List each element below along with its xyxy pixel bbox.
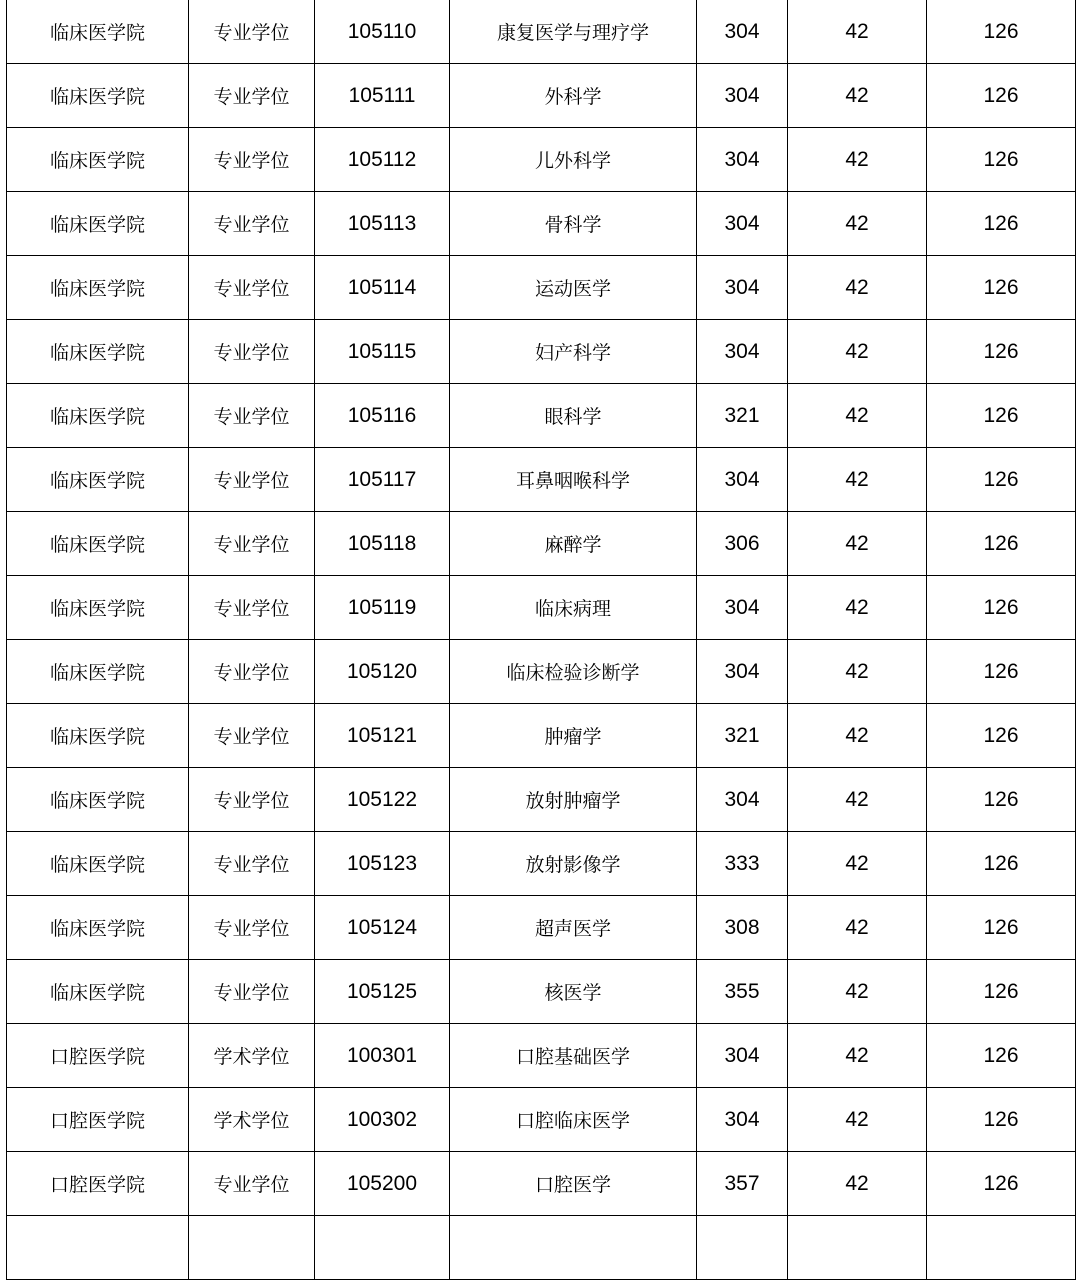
- single-subject-over-100-cell: 126: [927, 448, 1076, 512]
- college-cell: 临床医学院: [7, 960, 189, 1024]
- college-cell: 临床医学院: [7, 384, 189, 448]
- major-code-cell: [315, 1216, 450, 1280]
- major-code-cell: 105124: [315, 896, 450, 960]
- table-row: [7, 512, 1076, 576]
- degree-type-cell: 专业学位: [189, 128, 315, 192]
- major-name-cell: 骨科学: [450, 192, 697, 256]
- college-cell: 口腔医学院: [7, 1152, 189, 1216]
- total-score-cell: 304: [697, 256, 788, 320]
- college-cell: 临床医学院: [7, 640, 189, 704]
- degree-type-cell: 专业学位: [189, 832, 315, 896]
- major-name-cell: 康复医学与理疗学: [450, 0, 697, 64]
- single-subject-over-100-cell: 126: [927, 128, 1076, 192]
- major-code-cell: 100301: [315, 1024, 450, 1088]
- single-subject-100-cell: [788, 1216, 927, 1280]
- college-cell: 临床医学院: [7, 704, 189, 768]
- single-subject-over-100-cell: 126: [927, 320, 1076, 384]
- total-score-cell: 304: [697, 128, 788, 192]
- table-row: [7, 1088, 1076, 1152]
- college-cell: 临床医学院: [7, 768, 189, 832]
- total-score-cell: 321: [697, 384, 788, 448]
- single-subject-100-cell: 42: [788, 1152, 927, 1216]
- table-row: [7, 1024, 1076, 1088]
- single-subject-100-cell: 42: [788, 960, 927, 1024]
- table-row: [7, 64, 1076, 128]
- major-name-cell: 放射肿瘤学: [450, 768, 697, 832]
- single-subject-100-cell: 42: [788, 512, 927, 576]
- degree-type-cell: [189, 1216, 315, 1280]
- single-subject-over-100-cell: 126: [927, 64, 1076, 128]
- college-cell: 临床医学院: [7, 0, 189, 64]
- major-name-cell: 临床病理: [450, 576, 697, 640]
- college-cell: 临床医学院: [7, 576, 189, 640]
- single-subject-100-cell: 42: [788, 128, 927, 192]
- college-cell: 临床医学院: [7, 128, 189, 192]
- college-cell: 临床医学院: [7, 832, 189, 896]
- degree-type-cell: 专业学位: [189, 192, 315, 256]
- college-cell: 口腔医学院: [7, 1088, 189, 1152]
- total-score-cell: 304: [697, 768, 788, 832]
- total-score-cell: 355: [697, 960, 788, 1024]
- single-subject-over-100-cell: 126: [927, 384, 1076, 448]
- table-row: [7, 384, 1076, 448]
- table-row: [7, 320, 1076, 384]
- total-score-cell: 304: [697, 448, 788, 512]
- table-row: [7, 576, 1076, 640]
- total-score-cell: 304: [697, 640, 788, 704]
- total-score-cell: 306: [697, 512, 788, 576]
- major-name-cell: 运动医学: [450, 256, 697, 320]
- degree-type-cell: 专业学位: [189, 384, 315, 448]
- major-name-cell: 核医学: [450, 960, 697, 1024]
- single-subject-100-cell: 42: [788, 576, 927, 640]
- major-code-cell: 105118: [315, 512, 450, 576]
- major-code-cell: 105200: [315, 1152, 450, 1216]
- college-cell: 临床医学院: [7, 64, 189, 128]
- major-name-cell: 儿外科学: [450, 128, 697, 192]
- major-name-cell: 麻醉学: [450, 512, 697, 576]
- major-code-cell: 105122: [315, 768, 450, 832]
- total-score-cell: 304: [697, 0, 788, 64]
- major-name-cell: 口腔医学: [450, 1152, 697, 1216]
- major-name-cell: 肿瘤学: [450, 704, 697, 768]
- single-subject-over-100-cell: 126: [927, 0, 1076, 64]
- table-row: [7, 704, 1076, 768]
- degree-type-cell: 专业学位: [189, 64, 315, 128]
- major-code-cell: 105115: [315, 320, 450, 384]
- single-subject-100-cell: 42: [788, 64, 927, 128]
- total-score-cell: 304: [697, 576, 788, 640]
- major-code-cell: 105121: [315, 704, 450, 768]
- major-name-cell: 口腔基础医学: [450, 1024, 697, 1088]
- table-row: [7, 448, 1076, 512]
- college-cell: 口腔医学院: [7, 1024, 189, 1088]
- single-subject-over-100-cell: 126: [927, 960, 1076, 1024]
- major-name-cell: 超声医学: [450, 896, 697, 960]
- single-subject-100-cell: 42: [788, 640, 927, 704]
- table-row: [7, 1216, 1076, 1280]
- degree-type-cell: 专业学位: [189, 448, 315, 512]
- table-row: [7, 832, 1076, 896]
- major-code-cell: 105113: [315, 192, 450, 256]
- table-row: [7, 640, 1076, 704]
- total-score-cell: 333: [697, 832, 788, 896]
- table-row: [7, 1152, 1076, 1216]
- single-subject-over-100-cell: 126: [927, 512, 1076, 576]
- degree-type-cell: 专业学位: [189, 320, 315, 384]
- single-subject-100-cell: 42: [788, 1024, 927, 1088]
- table-row: [7, 192, 1076, 256]
- major-name-cell: 妇产科学: [450, 320, 697, 384]
- major-code-cell: 105123: [315, 832, 450, 896]
- degree-type-cell: 专业学位: [189, 1152, 315, 1216]
- major-code-cell: 105112: [315, 128, 450, 192]
- total-score-cell: [697, 1216, 788, 1280]
- college-cell: 临床医学院: [7, 448, 189, 512]
- single-subject-100-cell: 42: [788, 256, 927, 320]
- single-subject-100-cell: 42: [788, 704, 927, 768]
- major-code-cell: 105114: [315, 256, 450, 320]
- degree-type-cell: 专业学位: [189, 576, 315, 640]
- major-code-cell: 105111: [315, 64, 450, 128]
- college-cell: 临床医学院: [7, 512, 189, 576]
- single-subject-100-cell: 42: [788, 192, 927, 256]
- score-table-container: [6, 0, 1075, 1280]
- major-code-cell: 105120: [315, 640, 450, 704]
- score-table: [6, 0, 1076, 1280]
- single-subject-over-100-cell: 126: [927, 576, 1076, 640]
- table-row: [7, 128, 1076, 192]
- table-row: [7, 960, 1076, 1024]
- major-code-cell: 105116: [315, 384, 450, 448]
- total-score-cell: 357: [697, 1152, 788, 1216]
- degree-type-cell: 专业学位: [189, 512, 315, 576]
- major-code-cell: 105110: [315, 0, 450, 64]
- degree-type-cell: 专业学位: [189, 704, 315, 768]
- single-subject-over-100-cell: 126: [927, 768, 1076, 832]
- single-subject-100-cell: 42: [788, 768, 927, 832]
- total-score-cell: 304: [697, 320, 788, 384]
- major-code-cell: 105125: [315, 960, 450, 1024]
- degree-type-cell: 专业学位: [189, 960, 315, 1024]
- single-subject-over-100-cell: 126: [927, 1024, 1076, 1088]
- major-name-cell: 外科学: [450, 64, 697, 128]
- table-row: [7, 256, 1076, 320]
- degree-type-cell: 专业学位: [189, 896, 315, 960]
- total-score-cell: 304: [697, 1088, 788, 1152]
- single-subject-100-cell: 42: [788, 832, 927, 896]
- single-subject-100-cell: 42: [788, 0, 927, 64]
- major-name-cell: 口腔临床医学: [450, 1088, 697, 1152]
- table-row: [7, 768, 1076, 832]
- single-subject-over-100-cell: 126: [927, 1088, 1076, 1152]
- single-subject-over-100-cell: 126: [927, 640, 1076, 704]
- degree-type-cell: 专业学位: [189, 640, 315, 704]
- major-name-cell: 耳鼻咽喉科学: [450, 448, 697, 512]
- major-name-cell: 临床检验诊断学: [450, 640, 697, 704]
- single-subject-over-100-cell: 126: [927, 896, 1076, 960]
- major-name-cell: 放射影像学: [450, 832, 697, 896]
- single-subject-100-cell: 42: [788, 1088, 927, 1152]
- major-name-cell: 眼科学: [450, 384, 697, 448]
- major-name-cell: [450, 1216, 697, 1280]
- major-code-cell: 100302: [315, 1088, 450, 1152]
- single-subject-over-100-cell: [927, 1216, 1076, 1280]
- total-score-cell: 308: [697, 896, 788, 960]
- single-subject-over-100-cell: 126: [927, 256, 1076, 320]
- single-subject-100-cell: 42: [788, 384, 927, 448]
- total-score-cell: 304: [697, 192, 788, 256]
- major-code-cell: 105117: [315, 448, 450, 512]
- single-subject-over-100-cell: 126: [927, 192, 1076, 256]
- table-row: [7, 0, 1076, 64]
- single-subject-over-100-cell: 126: [927, 1152, 1076, 1216]
- single-subject-100-cell: 42: [788, 320, 927, 384]
- major-code-cell: 105119: [315, 576, 450, 640]
- degree-type-cell: 专业学位: [189, 768, 315, 832]
- college-cell: 临床医学院: [7, 320, 189, 384]
- degree-type-cell: 学术学位: [189, 1088, 315, 1152]
- total-score-cell: 321: [697, 704, 788, 768]
- total-score-cell: 304: [697, 1024, 788, 1088]
- college-cell: [7, 1216, 189, 1280]
- table-row: [7, 896, 1076, 960]
- total-score-cell: 304: [697, 64, 788, 128]
- college-cell: 临床医学院: [7, 256, 189, 320]
- single-subject-over-100-cell: 126: [927, 704, 1076, 768]
- table-body: [7, 0, 1076, 1280]
- college-cell: 临床医学院: [7, 896, 189, 960]
- college-cell: 临床医学院: [7, 192, 189, 256]
- degree-type-cell: 学术学位: [189, 1024, 315, 1088]
- single-subject-over-100-cell: 126: [927, 832, 1076, 896]
- single-subject-100-cell: 42: [788, 896, 927, 960]
- degree-type-cell: 专业学位: [189, 0, 315, 64]
- single-subject-100-cell: 42: [788, 448, 927, 512]
- degree-type-cell: 专业学位: [189, 256, 315, 320]
